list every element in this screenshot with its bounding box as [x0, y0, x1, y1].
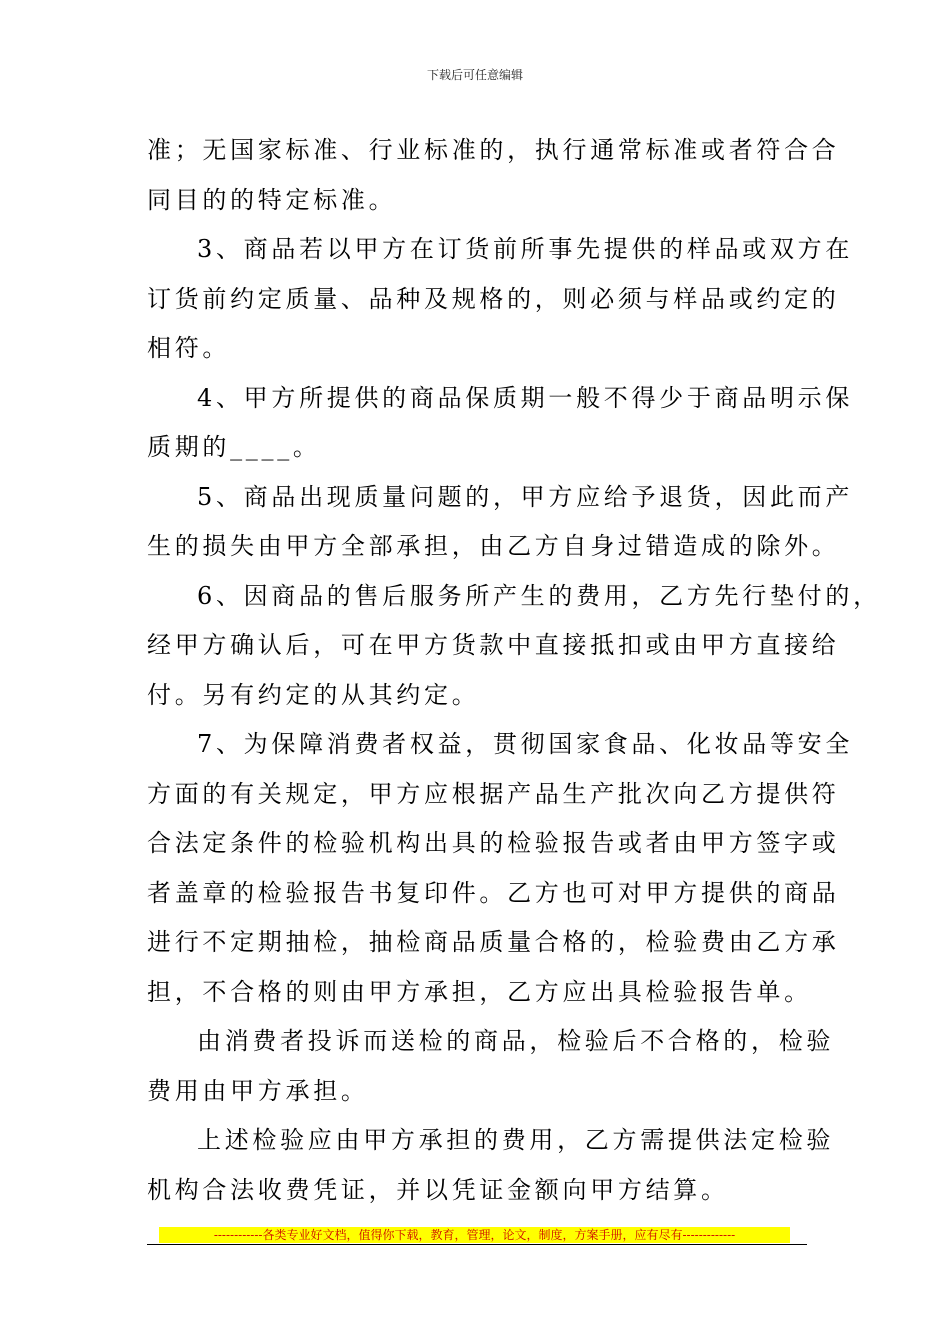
text-line: 质期的____。: [147, 433, 321, 461]
text-line: 进行不定期抽检，抽检商品质量合格的，检验费由乙方承: [147, 928, 840, 956]
clause-3-line: 3、商品若以甲方在订货前所事先提供的样品或双方在: [197, 235, 854, 263]
clause-7-line: 7、为保障消费者权益，贯彻国家食品、化妆品等安全: [197, 730, 854, 758]
text-line: 生的损失由甲方全部承担，由乙方自身过错造成的除外。: [147, 532, 840, 560]
text-line: 付。另有约定的从其约定。: [147, 680, 480, 709]
text-line: 担，不合格的则由甲方承担，乙方应出具检验报告单。: [147, 977, 812, 1006]
text-line: 者盖章的检验报告书复印件。乙方也可对甲方提供的商品: [147, 878, 840, 907]
footer-divider: [147, 1244, 807, 1245]
text-line: 同目的的特定标准。: [147, 185, 397, 214]
text-line: 机构合法收费凭证，并以凭证金额向甲方结算。: [147, 1175, 729, 1204]
text-line: 费用由甲方承担。: [147, 1076, 369, 1105]
clause-6-line: 6、因商品的售后服务所产生的费用，乙方先行垫付的，: [197, 581, 881, 610]
text-line: 准；无国家标准、行业标准的，执行通常标准或者符合合: [147, 136, 840, 164]
clause-4-line: 4、甲方所提供的商品保质期一般不得少于商品明示保: [197, 383, 854, 412]
text-line: 相符。: [147, 334, 231, 362]
document-body: [147, 126, 881, 1215]
paragraph-line: 上述检验应由甲方承担的费用，乙方需提供法定检验: [197, 1126, 835, 1154]
page-header: 下载后可任意编辑: [426, 68, 523, 82]
text-line: 合法定条件的检验机构出具的检验报告或者由甲方签字或: [147, 829, 840, 857]
footer-banner: ------------各类专业好文档，值得你下载，教育，管理，论文，制度，方案手册，应有尽有-------------: [159, 1227, 790, 1243]
clause-5-line: 5、商品出现质量问题的，甲方应给予退货，因此而产: [197, 482, 854, 511]
text-line: 经甲方确认后，可在甲方货款中直接抵扣或由甲方直接给: [147, 631, 840, 659]
text-line: 方面的有关规定，甲方应根据产品生产批次向乙方提供符: [147, 779, 840, 808]
paragraph-line: 由消费者投诉而送检的商品，检验后不合格的，检验: [197, 1027, 835, 1055]
text-line: 订货前约定质量、品种及规格的，则必须与样品或约定的: [147, 284, 840, 313]
